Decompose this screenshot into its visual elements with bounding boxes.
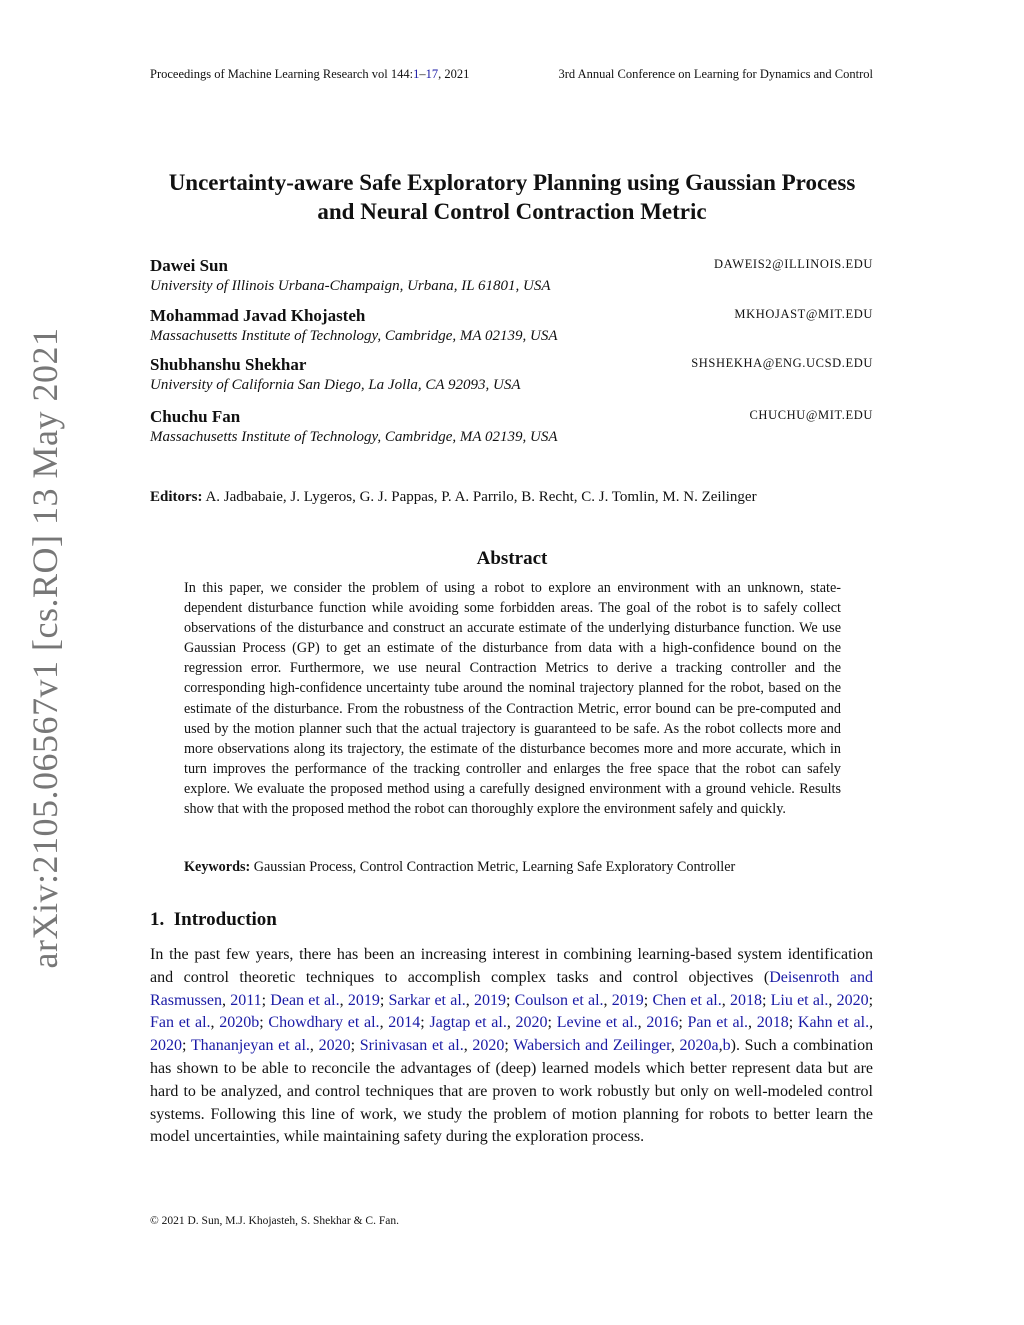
author-block bbox=[150, 406, 873, 447]
citation-year-link[interactable]: 2011 bbox=[230, 991, 262, 1009]
citation-year-link[interactable]: 2020 bbox=[515, 1014, 548, 1032]
author-name: Chuchu Fan bbox=[150, 407, 241, 426]
copyright-footer: © 2021 D. Sun, M.J. Khojasteh, S. Shekhar & C. Fan. bbox=[150, 1215, 399, 1227]
citation-list: Deisenroth and Rasmussen, 2011; Dean et al., 2019; Sarkar et al., 2019; Coulson et al., 2019; Chen et al., 2018; Liu et al., 2020; Fan et al., 2020b; Chowdhary et al., 2014; Jagtap et al., 2020; Levine et al., 2016; Pan et al., 2018; Kahn et al., 2020; Thananjeyan et al., 2020; Srinivasan et al., 2020; Wabersich and Zeilinger, 2020a,b bbox=[150, 968, 874, 1055]
keywords-text: Gaussian Process, Control Contraction Metric, Learning Safe Exploratory Controller bbox=[253, 859, 736, 875]
citation-year-link[interactable]: 2020 bbox=[836, 991, 869, 1009]
last-page-link[interactable]: 17 bbox=[425, 67, 439, 81]
running-header-left: Proceedings of Machine Learning Research vol 144:1–17, 2021 bbox=[150, 67, 470, 81]
citation-link[interactable]: Jagtap et al. bbox=[429, 1014, 507, 1032]
citation-year-link[interactable]: 2020 bbox=[150, 1037, 182, 1055]
citation-year-link[interactable]: 2016 bbox=[646, 1014, 679, 1032]
author-block bbox=[150, 354, 873, 395]
citation-link[interactable]: Fan et al. bbox=[150, 1014, 211, 1032]
citation-year-link[interactable]: 2019 bbox=[347, 991, 380, 1009]
paper-title bbox=[130, 168, 894, 226]
author-name: Dawei Sun bbox=[150, 256, 228, 275]
citation-link[interactable]: Levine et al. bbox=[556, 1014, 638, 1032]
intro-paragraph: In the past few years, there has been an increasing interest in combining learning-based system identification and control theoretic techniques to accomplish complex tasks and control objectives (Deisenroth and Rasmussen, 2011; Dean et al., 2019; Sarkar et al., 2019; Coulson et al., 2019; Chen et al., 2018; Liu et al., 2020; Fan et al., 2020b; Chowdhary et al., 2014; Jagtap et al., 2020; Levine et al., 2016; Pan et al., 2018; Kahn et al., 2020; Thananjeyan et al., 2020; Srinivasan et al., 2020; Wabersich and Zeilinger, 2020a,b). Such a combination has shown to be able to reconcile the advantages of (deep) learned models which better represent data but are hard to be analyzed, and control techniques that are proven to work robustly but only on well-modeled control systems. Following this line of work, we study the problem of motion planning for robots to better learn the model uncertainties, while maintaining safety during the exploration process. bbox=[150, 946, 874, 1146]
editors-names: A. Jadbabaie, J. Lygeros, G. J. Pappas, P. A. Parrilo, B. Recht, C. J. Tomlin, M. N. Zeilinger bbox=[205, 489, 757, 505]
author-email: MKHOJAST@MIT.EDU bbox=[734, 307, 873, 321]
keywords-label: Keywords: bbox=[184, 859, 251, 875]
citation-link[interactable]: Chen et al. bbox=[652, 991, 722, 1009]
citation-link[interactable]: Kahn et al. bbox=[797, 1014, 870, 1032]
author-email: CHUCHU@MIT.EDU bbox=[749, 408, 873, 422]
author-email: SHSHEKHA@ENG.UCSD.EDU bbox=[691, 356, 873, 370]
citation-link[interactable]: Coulson et al. bbox=[514, 991, 604, 1009]
author-affiliation: Massachusetts Institute of Technology, Cambridge, MA 02139, USA bbox=[150, 429, 558, 445]
section-heading: 1. Introduction bbox=[150, 909, 277, 930]
author-name: Shubhanshu Shekhar bbox=[150, 355, 307, 374]
author-name: Mohammad Javad Khojasteh bbox=[150, 306, 366, 325]
citation-year-link[interactable]: 2019 bbox=[611, 991, 644, 1009]
citation-link[interactable]: Sarkar et al. bbox=[388, 991, 466, 1009]
keywords-line bbox=[184, 859, 841, 876]
citation-link[interactable]: Wabersich and Zeilinger bbox=[513, 1037, 671, 1055]
author-affiliation: University of Illinois Urbana-Champaign, Urbana, IL 61801, USA bbox=[150, 278, 551, 294]
author-affiliation: Massachusetts Institute of Technology, Cambridge, MA 02139, USA bbox=[150, 328, 558, 344]
citation-year-link[interactable]: 2020a bbox=[679, 1037, 719, 1055]
citation-year-link[interactable]: 2019 bbox=[474, 991, 506, 1009]
citation-year-link[interactable]: 2020b bbox=[219, 1014, 260, 1032]
citation-link[interactable]: Dean et al. bbox=[270, 991, 340, 1009]
citation-year-link[interactable]: b bbox=[722, 1037, 731, 1055]
author-affiliation: University of California San Diego, La Jolla, CA 92093, USA bbox=[150, 377, 521, 393]
citation-link[interactable]: Chowdhary et al. bbox=[268, 1014, 380, 1032]
title-line-1: Uncertainty-aware Safe Exploratory Planning using Gaussian Process bbox=[168, 170, 856, 195]
citation-year-link[interactable]: 2018 bbox=[756, 1014, 789, 1032]
running-header-right: 3rd Annual Conference on Learning for Dynamics and Control bbox=[558, 67, 873, 81]
abstract-text: In this paper, we consider the problem of using a robot to explore an environment with an unknown, state-dependent disturbance function while avoiding some forbidden areas. The goal of the robot is to safely collect observations of the disturbance and construct an accurate estimate of the underlying disturbance function. We use Gaussian Process (GP) to get an estimate of the disturbance from data with a high-confidence bound on the regression error. Furthermore, we use neural Contraction Metrics to derive a tracking controller and the corresponding high-confidence uncertainty tube around the nominal trajectory planned for the robot, based on the estimate of the disturbance. From the robustness of the Contraction Metric, error bound can be pre-computed and used by the motion planner such that the actual trajectory is guaranteed to be safe. As the robot collects more and more observations along its trajectory, the estimate of the disturbance becomes more and more accurate, which in turn improves the performance of the tracking controller and enlarges the free space that the robot can safely explore. We evaluate the proposed method using a carefully designed environment with a ground vehicle. Results show that with the proposed method the robot can thoroughly explore the environment safely and quickly. bbox=[184, 580, 841, 818]
citation-year-link[interactable]: 2020 bbox=[318, 1037, 351, 1055]
citation-link[interactable]: Deisenroth and Rasmussen bbox=[150, 968, 873, 1009]
citation-link[interactable]: Pan et al. bbox=[687, 1014, 749, 1032]
citation-link[interactable]: Liu et al. bbox=[770, 991, 829, 1009]
title-line-2: and Neural Control Contraction Metric bbox=[317, 199, 707, 224]
author-block bbox=[150, 305, 873, 346]
abstract-heading: Abstract bbox=[476, 548, 548, 569]
editors-label: Editors: bbox=[150, 489, 203, 505]
citation-link[interactable]: Thananjeyan et al. bbox=[190, 1037, 310, 1055]
first-page-link[interactable]: 1 bbox=[413, 67, 420, 81]
author-block bbox=[150, 255, 873, 296]
editors-line bbox=[150, 489, 757, 506]
citation-year-link[interactable]: 2014 bbox=[388, 1014, 421, 1032]
citation-link[interactable]: Srinivasan et al. bbox=[359, 1037, 464, 1055]
citation-year-link[interactable]: 2018 bbox=[729, 991, 762, 1009]
author-email: DAWEIS2@ILLINOIS.EDU bbox=[714, 257, 873, 271]
citation-year-link[interactable]: 2020 bbox=[472, 1037, 505, 1055]
arxiv-sidebar-stamp: arXiv:2105.06567v1 [cs.RO] 13 May 2021 bbox=[25, 327, 65, 969]
